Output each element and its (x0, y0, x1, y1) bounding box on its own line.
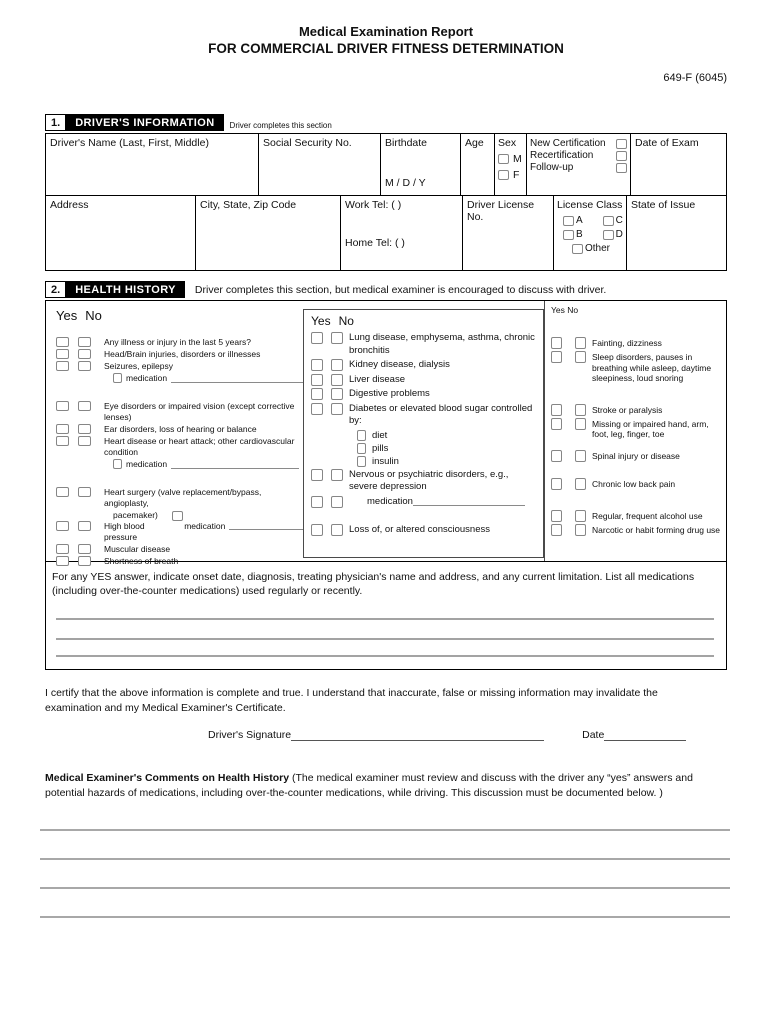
health-item-row (551, 337, 724, 349)
health-item-row (311, 332, 538, 357)
health-item-row (551, 351, 724, 384)
state-of-issue-label: State of Issue (631, 199, 696, 211)
class-other-label: Other (584, 243, 610, 254)
health-item-row (56, 361, 303, 372)
yes-checkbox[interactable] (311, 496, 323, 508)
health-item-label: Nervous or psychiatric disorders, e.g., severe depression (349, 468, 509, 492)
insulin-checkbox[interactable] (357, 456, 366, 467)
license-class-label: License Class (557, 199, 623, 211)
yes-no-pair (551, 404, 586, 416)
ssn-label: Social Security No. (263, 137, 352, 149)
section1-note: Driver completes this section (229, 121, 332, 130)
diabetes-option-row (311, 456, 538, 467)
date-line[interactable] (604, 730, 686, 741)
class-d-label: D (615, 229, 623, 240)
yes-label: Yes (311, 314, 331, 328)
health-item-row (56, 436, 303, 458)
health-item-row (311, 524, 538, 537)
follow-up-checkbox[interactable] (616, 163, 627, 173)
section1-number: 1. (45, 114, 66, 131)
yes-no-pair (311, 359, 343, 371)
medication-write-line[interactable] (171, 374, 303, 383)
medication-write-line[interactable] (171, 460, 299, 469)
write-line[interactable] (56, 618, 714, 620)
yes-no-pair (56, 401, 104, 411)
class-other-checkbox[interactable] (572, 244, 583, 254)
class-b-option (563, 229, 583, 240)
follow-up-option (530, 162, 627, 173)
pills-checkbox[interactable] (357, 443, 366, 454)
form-subtitle: FOR COMMERCIAL DRIVER FITNESS DETERMINATION (208, 41, 564, 56)
health-item-label: Heart surgery (valve replacement/bypass, angioplasty, (104, 487, 262, 508)
yes-no-pair (56, 337, 104, 347)
health-item-row (551, 510, 724, 522)
age-label: Age (465, 137, 484, 149)
examiner-comments-title: Medical Examiner's Comments on Health History (45, 772, 290, 784)
yes-checkbox[interactable] (311, 388, 323, 400)
diet-checkbox[interactable] (357, 430, 366, 441)
yes-checkbox[interactable] (551, 418, 562, 430)
health-item-row (56, 521, 303, 543)
yes-no-pair (56, 361, 104, 371)
health-item-label: High blood pressure (104, 521, 145, 542)
yes-checkbox[interactable] (56, 401, 69, 411)
class-c-checkbox[interactable] (603, 216, 614, 226)
yes-no-pair (56, 544, 104, 554)
no-checkbox[interactable] (78, 349, 91, 359)
no-checkbox[interactable] (575, 418, 586, 430)
birthdate-field[interactable] (381, 134, 461, 195)
health-item-row (311, 403, 538, 428)
health-item-row (551, 478, 724, 490)
medication-checkbox[interactable] (113, 459, 122, 469)
medication-row (311, 496, 538, 509)
home-tel-label: Home Tel: ( ) (345, 237, 405, 249)
license-class-options (557, 215, 623, 254)
health-item-row (56, 349, 303, 360)
license-class-field (554, 196, 627, 270)
yes-checkbox[interactable] (311, 374, 323, 386)
no-checkbox[interactable] (575, 404, 586, 416)
yes-answer-instruction-area (46, 561, 726, 669)
health-item-label: Shortness of breath (104, 556, 179, 566)
signature-row (208, 729, 727, 741)
health-item-label: Liver disease (349, 373, 405, 385)
class-b-label: B (576, 229, 583, 240)
no-checkbox[interactable] (575, 351, 586, 363)
no-checkbox[interactable] (331, 388, 343, 400)
new-certification-option (530, 138, 627, 149)
insulin-label: insulin (372, 455, 399, 467)
medication-write-line[interactable] (229, 521, 303, 530)
address-field[interactable] (46, 196, 196, 270)
yes-no-pair (551, 418, 586, 430)
health-item-label: Any illness or injury in the last 5 years? (104, 337, 251, 347)
recertification-option (530, 150, 627, 161)
no-checkbox[interactable] (575, 337, 586, 349)
yes-no-pair (311, 388, 343, 400)
follow-up-label: Follow-up (530, 162, 574, 173)
yes-checkbox[interactable] (56, 337, 69, 347)
pills-label: pills (372, 442, 389, 454)
yes-checkbox[interactable] (311, 469, 323, 481)
no-checkbox[interactable] (78, 401, 91, 411)
yes-checkbox[interactable] (56, 349, 69, 359)
health-item-label: Regular, frequent alcohol use (592, 510, 703, 521)
yes-no-pair (56, 436, 104, 446)
write-line[interactable] (56, 655, 714, 657)
new-certification-checkbox[interactable] (616, 139, 627, 149)
section2-note: Driver completes this section, but medical examiner is encouraged to discuss with driver. (194, 283, 607, 296)
yes-no-pair (551, 524, 586, 536)
health-item-row (551, 524, 724, 536)
section2-header (45, 281, 727, 298)
sex-female-checkbox[interactable] (498, 170, 509, 180)
no-checkbox[interactable] (331, 403, 343, 415)
medication-label: medication (126, 459, 168, 469)
health-item-label: Diabetes or elevated blood sugar controlled by: (349, 402, 533, 426)
no-label: No (567, 305, 579, 315)
yes-no-pair (56, 487, 104, 497)
yes-checkbox[interactable] (311, 359, 323, 371)
form-number: 649-F (6045) (663, 72, 727, 84)
section2-title: HEALTH HISTORY (66, 281, 185, 298)
date-label: Date (582, 729, 605, 741)
health-item-label: Digestive problems (349, 388, 430, 399)
signature-line[interactable] (291, 730, 544, 741)
health-item-label: Muscular disease (104, 544, 171, 554)
diet-label: diet (372, 429, 388, 441)
no-checkbox[interactable] (78, 556, 91, 566)
yes-no-pair (551, 337, 586, 349)
health-column-1 (46, 301, 303, 566)
health-column-3 (544, 301, 726, 561)
yes-no-pair (311, 496, 343, 508)
no-checkbox[interactable] (78, 521, 91, 531)
telephone-field[interactable] (341, 196, 463, 270)
signature-label: Driver's Signature (208, 729, 292, 741)
yes-no-header-col3 (551, 305, 724, 315)
health-item-row (56, 544, 303, 555)
health-item-row (56, 337, 303, 348)
driver-name-field[interactable] (46, 134, 259, 195)
medication-label: medication (184, 521, 226, 531)
yes-checkbox[interactable] (551, 524, 562, 536)
no-checkbox[interactable] (331, 469, 343, 481)
health-item-row (551, 404, 724, 416)
no-checkbox[interactable] (78, 436, 91, 446)
yes-no-pair (551, 450, 586, 462)
no-checkbox[interactable] (575, 478, 586, 490)
health-item-row (551, 418, 724, 440)
health-item-label: Eye disorders or impaired vision (except corrective lenses) (104, 401, 295, 422)
medication-label: medication (367, 495, 413, 507)
section2-number: 2. (45, 281, 66, 298)
no-checkbox[interactable] (575, 510, 586, 522)
yes-checkbox[interactable] (56, 544, 69, 554)
date-of-exam-label: Date of Exam (635, 137, 699, 149)
health-item-row (311, 469, 538, 494)
yes-no-pair (551, 510, 586, 522)
yes-no-pair (56, 424, 104, 434)
diabetes-option-row (311, 443, 538, 454)
yes-no-pair (311, 403, 343, 415)
yes-label: Yes (551, 305, 565, 315)
health-history-columns (46, 301, 726, 566)
no-checkbox[interactable] (331, 524, 343, 536)
health-history-box (45, 300, 727, 670)
state-of-issue-field[interactable] (627, 196, 726, 270)
sex-male-label: M (513, 153, 522, 165)
ssn-field[interactable] (259, 134, 381, 195)
health-item-row (551, 450, 724, 462)
health-item-row (56, 487, 303, 509)
city-state-zip-field[interactable] (196, 196, 341, 270)
sex-female-label: F (513, 169, 520, 181)
no-checkbox[interactable] (331, 332, 343, 344)
class-c-label: C (615, 215, 623, 226)
health-item-label: Lung disease, emphysema, asthma, chronic bronchitis (349, 332, 535, 356)
class-d-option (603, 229, 623, 240)
health-item-label: Narcotic or habit forming drug use (592, 524, 721, 535)
yes-no-pair (311, 469, 343, 481)
health-column-2 (303, 309, 544, 558)
medication-write-line[interactable] (413, 497, 525, 506)
driver-info-row2 (46, 196, 726, 270)
yes-checkbox[interactable] (551, 510, 562, 522)
driver-name-label: Driver's Name (Last, First, Middle) (50, 137, 209, 149)
certification-type-field (527, 134, 631, 195)
birthdate-format-label: M / D / Y (385, 177, 426, 189)
health-item-label: Kidney disease, dialysis (349, 359, 450, 370)
health-item-label: Seizures, epilepsy (104, 361, 173, 371)
age-field[interactable] (461, 134, 495, 195)
no-checkbox[interactable] (331, 359, 343, 371)
class-a-checkbox[interactable] (563, 216, 574, 226)
health-item-label: pacemaker) (113, 510, 158, 520)
city-state-zip-label: City, State, Zip Code (200, 199, 297, 211)
driver-info-row1 (46, 134, 726, 196)
yes-checkbox[interactable] (551, 351, 562, 363)
form-title: Medical Examination Report (298, 24, 474, 39)
yes-no-pair (311, 332, 343, 344)
yes-checkbox[interactable] (551, 404, 562, 416)
yes-no-pair (311, 374, 343, 386)
comment-write-line[interactable] (40, 916, 730, 918)
health-item-label: Chronic low back pain (592, 478, 676, 489)
medication-row (56, 373, 303, 383)
examiner-comments-paragraph (45, 771, 727, 801)
health-item-label: Missing or impaired hand, arm, foot, leg, finger, toe (592, 418, 709, 439)
yes-no-pair (551, 351, 586, 363)
no-label: No (85, 308, 102, 323)
yes-checkbox[interactable] (551, 337, 562, 349)
health-item-label: Ear disorders, loss of hearing or balance (104, 424, 257, 434)
section1-title: DRIVER'S INFORMATION (66, 114, 223, 131)
certification-statement: I certify that the above information is complete and true. I understand that inaccurate, false or missing information may invalidate the examination and my Medical Examiner's Certificate. (45, 687, 658, 714)
yes-no-pair (551, 478, 586, 490)
yes-checkbox[interactable] (56, 521, 69, 531)
comment-write-line[interactable] (40, 887, 730, 889)
no-checkbox[interactable] (575, 450, 586, 462)
class-other-option (572, 243, 610, 254)
yes-no-pair (56, 349, 104, 359)
sex-male-checkbox[interactable] (498, 154, 509, 164)
health-item-label: Loss of, or altered consciousness (349, 524, 490, 535)
health-item-row (56, 424, 303, 435)
yes-no-pair (56, 521, 104, 531)
no-checkbox[interactable] (78, 361, 91, 371)
sex-female-option (498, 169, 524, 181)
yes-checkbox[interactable] (56, 424, 69, 434)
no-checkbox[interactable] (78, 424, 91, 434)
health-item-row (311, 374, 538, 387)
health-item-label: Head/Brain injuries, disorders or illnesses (104, 349, 261, 359)
recertification-checkbox[interactable] (616, 151, 627, 161)
address-label: Address (50, 199, 89, 211)
birthdate-label: Birthdate (385, 137, 428, 149)
health-item-label: Fainting, dizziness (592, 338, 662, 348)
health-item-row (311, 359, 538, 372)
comment-write-line[interactable] (40, 829, 730, 831)
license-no-field[interactable] (463, 196, 554, 270)
write-line[interactable] (56, 638, 714, 640)
class-a-label: A (576, 215, 583, 226)
health-item-row (311, 388, 538, 401)
section1-header (45, 114, 727, 131)
yes-checkbox[interactable] (56, 361, 69, 371)
yes-no-header-col2 (311, 314, 538, 328)
sex-field (495, 134, 527, 195)
pacemaker-row (56, 510, 303, 521)
medication-row (56, 459, 303, 469)
health-item-label: Sleep disorders, pauses in breathing while asleep, daytime sleepiness, loud snoring (592, 352, 712, 383)
yes-no-pair (56, 556, 104, 566)
no-label: No (338, 314, 354, 328)
class-c-option (603, 215, 623, 226)
no-checkbox[interactable] (78, 544, 91, 554)
health-item-row (56, 401, 303, 423)
yes-no-pair (311, 524, 343, 536)
yes-checkbox[interactable] (56, 556, 69, 566)
examiner-comments-body: (The medical examiner must review and discuss with the driver any “yes” answers and potential hazards of medications, including over-the-counter medications, while driving. This discussion must be documented below. ) (45, 772, 693, 799)
recertification-label: Recertification (530, 150, 594, 161)
yes-label: Yes (56, 308, 78, 323)
no-checkbox[interactable] (78, 337, 91, 347)
no-checkbox[interactable] (331, 496, 343, 508)
yes-checkbox[interactable] (311, 524, 323, 536)
yes-no-header-col1 (56, 308, 303, 323)
date-of-exam-field[interactable] (631, 134, 726, 195)
yes-checkbox[interactable] (551, 478, 562, 490)
medication-label: medication (126, 373, 168, 383)
comment-write-line[interactable] (40, 858, 730, 860)
driver-info-table (45, 133, 727, 271)
yes-checkbox[interactable] (311, 403, 323, 415)
no-checkbox[interactable] (575, 524, 586, 536)
yes-answer-instruction: For any YES answer, indicate onset date, diagnosis, treating physician's name and address, and any current limitation. List all medications (including over-the-counter medications) used regularly or recently. (52, 571, 695, 597)
health-item-label: Heart disease or heart attack; other cardiovascular condition (104, 436, 295, 457)
work-tel-label: Work Tel: ( ) (345, 199, 402, 211)
license-no-label: Driver License No. (467, 199, 535, 223)
class-b-checkbox[interactable] (563, 230, 574, 240)
no-checkbox[interactable] (331, 374, 343, 386)
diabetes-option-row (311, 430, 538, 441)
sex-male-option (498, 153, 524, 165)
pacemaker-checkbox[interactable] (172, 511, 183, 521)
health-item-label: Spinal injury or disease (592, 450, 680, 461)
yes-checkbox[interactable] (56, 436, 69, 446)
title-block (45, 24, 727, 56)
new-certification-label: New Certification (530, 138, 606, 149)
yes-checkbox[interactable] (311, 332, 323, 344)
class-d-checkbox[interactable] (603, 230, 614, 240)
class-a-option (563, 215, 583, 226)
sex-label: Sex (498, 137, 517, 149)
health-item-label: Stroke or paralysis (592, 404, 663, 415)
health-item-row (56, 556, 303, 567)
medication-checkbox[interactable] (113, 373, 122, 383)
yes-checkbox[interactable] (56, 487, 69, 497)
yes-checkbox[interactable] (551, 450, 562, 462)
no-checkbox[interactable] (78, 487, 91, 497)
